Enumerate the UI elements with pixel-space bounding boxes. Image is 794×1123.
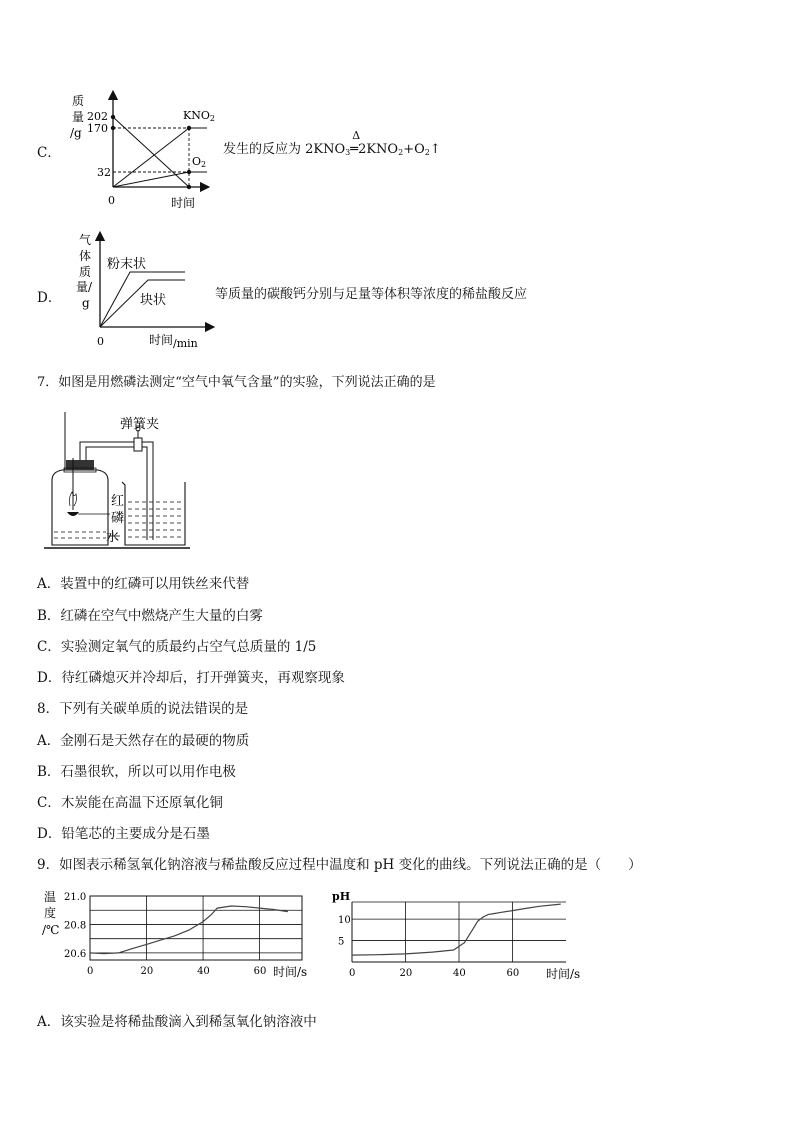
y-axis-label: /℃	[42, 923, 60, 937]
ph-chart	[328, 884, 590, 984]
ytick-32: 32	[97, 166, 111, 179]
stopper	[66, 460, 94, 470]
x-tick-label: 60	[506, 968, 520, 979]
x-tick-label: 0	[87, 966, 94, 977]
y-tick-label: 20.6	[64, 948, 87, 960]
y-label-5: g	[82, 296, 90, 310]
y-label-4: 量/	[76, 280, 93, 294]
y-label-3: /g	[70, 126, 82, 140]
x-tick-label: 20	[140, 966, 154, 977]
clip-label: 弹簧夹	[120, 417, 160, 432]
option-c-text: 发生的反应为 $2KNO_3$ Δ $═2KNO_2+O_2↑$	[223, 129, 441, 157]
x-axis-label: 时间/s	[273, 965, 308, 979]
series-block-label: 块状	[140, 293, 167, 308]
spring-clip	[134, 438, 142, 451]
q8-option-d: D．铅笔芯的主要成分是石墨	[37, 826, 210, 842]
series-o2-label: O2	[192, 155, 207, 169]
x-label: 时间	[171, 196, 196, 210]
phosphorus-apparatus-figure	[40, 410, 200, 555]
y-tick-label: 10	[338, 915, 351, 927]
q8-option-c: C．木炭能在高温下还原氧化铜	[37, 795, 223, 811]
option-d-text: 等质量的碳酸钙分别与足量等体积等浓度的稀盐酸反应	[215, 287, 528, 302]
ytick-170: 170	[87, 122, 108, 135]
y-axis-label: pH	[332, 890, 351, 903]
y-axis-label: 度	[44, 906, 57, 920]
y-tick-label: 5	[338, 936, 345, 948]
glass-bottle	[52, 470, 108, 545]
temperature-chart	[40, 884, 320, 984]
ph-grid	[352, 902, 566, 962]
series-kno2-label: KNO2	[183, 109, 215, 123]
phosphorus-label-2: 磷	[111, 511, 125, 526]
temperature-curve	[90, 906, 288, 954]
x-axis-label: 时间/s	[546, 967, 581, 981]
x-tick-label: 40	[197, 966, 210, 977]
y-label-2: 量	[72, 110, 85, 124]
ytick-202: 202	[87, 110, 108, 123]
q7-option-b: B．红磷在空气中燃烧产生大量的白雾	[37, 608, 263, 624]
option-c-label: C．	[37, 145, 61, 161]
origin-label: 0	[108, 194, 115, 207]
kno3-line	[113, 117, 189, 187]
temperature-grid	[90, 896, 302, 960]
x-tick-label: 40	[453, 968, 466, 979]
combustion-spoon	[67, 512, 79, 516]
y-label-1: 质	[72, 94, 85, 108]
calcium-carbonate-chart	[70, 228, 220, 352]
origin-label: 0	[97, 335, 104, 348]
series-powder-label: 粉末状	[107, 257, 147, 272]
q7-stem: 7．如图是用燃磷法测定“空气中氧气含量”的实验，下列说法正确的是	[37, 375, 436, 390]
plot-frame	[90, 896, 302, 960]
q8-option-a: A．金刚石是天然存在的最硬的物质	[37, 733, 250, 749]
y-axis-label: 温	[44, 890, 57, 904]
kno3-decomposition-chart	[65, 90, 225, 214]
y-label-1: 气	[79, 233, 92, 247]
water-label: 水	[106, 530, 120, 545]
kno2-line	[113, 128, 189, 187]
q9-stem: 9．如图表示稀氢氧化钠溶液与稀盐酸反应过程中温度和 pH 变化的曲线。下列说法正确的是（ ）	[37, 857, 642, 873]
option-d-label: D．	[37, 290, 62, 306]
q8-stem: 8．下列有关碳单质的说法错误的是	[37, 701, 249, 717]
x-tick-label: 0	[349, 968, 356, 979]
q8-option-b: B．石墨很软，所以可以用作电极	[37, 764, 236, 780]
phosphorus-label-1: 红	[111, 494, 125, 509]
ph-curve	[352, 904, 561, 955]
y-label-3: 质	[79, 265, 92, 279]
heat-equals-sign: Δ ═	[350, 129, 361, 157]
y-tick-label: 20.8	[64, 920, 87, 932]
x-label: 时间/min	[149, 333, 198, 350]
x-tick-label: 60	[253, 966, 267, 977]
y-label-2: 体	[79, 249, 92, 263]
q7-option-a: A．装置中的红磷可以用铁丝来代替	[37, 576, 250, 592]
q7-option-d: D．待红磷熄灭并冷却后，打开弹簧夹，再观察现象	[37, 670, 345, 686]
x-tick-label: 20	[399, 968, 413, 979]
o2-line	[113, 172, 189, 187]
y-tick-label: 21.0	[64, 892, 87, 903]
q7-option-c: C．实验测定氧气的质最约占空气总质量的 1/5	[37, 639, 317, 655]
q9-option-a: A．该实验是将稀盐酸滴入到稀氢氧化钠溶液中	[37, 1014, 317, 1030]
